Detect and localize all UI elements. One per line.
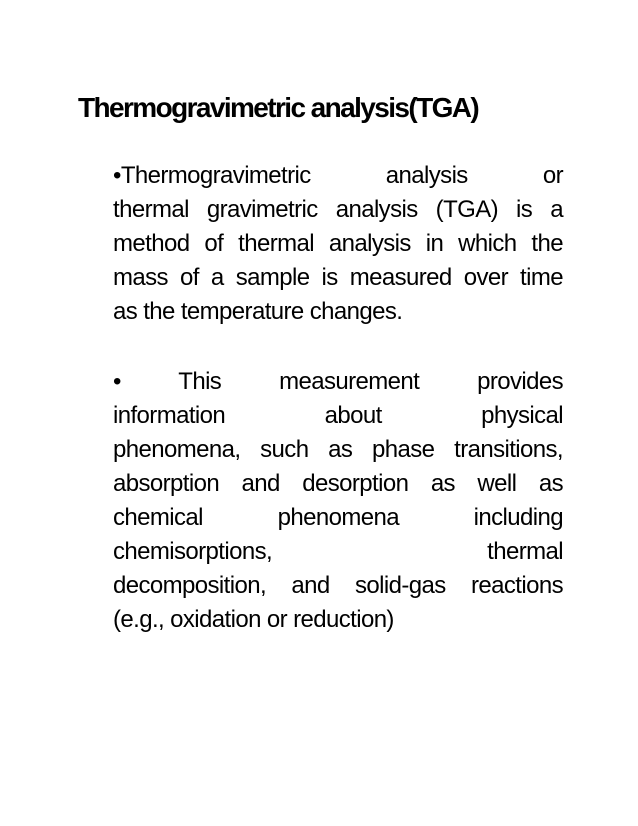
paragraph-line: absorption and desorption as well as	[113, 470, 563, 497]
paragraph-line: chemisorptions, thermal	[113, 538, 563, 565]
paragraph-line: thermal gravimetric analysis (TGA) is a	[113, 196, 563, 223]
paragraph-line: as the temperature changes.	[113, 298, 403, 325]
paragraph-line: decomposition, and solid-gas reactions	[113, 572, 563, 599]
line-text: Thermogravimetric analysis or	[120, 162, 563, 189]
paragraph-line	[113, 159, 563, 193]
paragraph-line: (e.g., oxidation or reduction)	[113, 606, 394, 633]
bullet-icon: •	[113, 368, 121, 395]
paragraph-line: method of thermal analysis in which the	[113, 230, 563, 257]
paragraph-line	[113, 365, 563, 399]
line-text: This measurement provides	[178, 368, 564, 395]
paragraph-definition	[113, 159, 563, 329]
paragraph-measurement	[113, 365, 563, 637]
page-title: Thermogravimetric analysis(TGA)	[78, 92, 479, 123]
bullet-icon: •	[113, 162, 121, 189]
paragraph-line: information about physical	[113, 402, 563, 429]
paragraph-line: mass of a sample is measured over time	[113, 264, 563, 291]
paragraph-line: chemical phenomena including	[113, 504, 563, 531]
paragraph-line: phenomena, such as phase transitions,	[113, 436, 563, 463]
